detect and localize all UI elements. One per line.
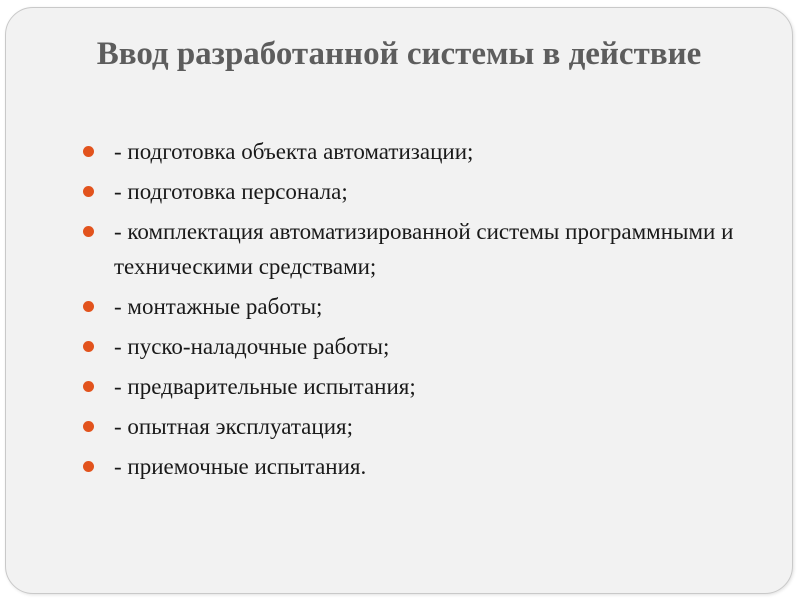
- bullet-dot-icon: [83, 301, 94, 312]
- bullet-dot-icon: [83, 146, 94, 157]
- list-item-text: - опытная эксплуатация;: [114, 414, 353, 439]
- list-item-text: - комплектация автоматизированной системы программными и техническими средствами;: [114, 219, 734, 279]
- list-item-text: - приемочные испытания.: [114, 454, 367, 479]
- list-item-text: - подготовка объекта автоматизации;: [114, 139, 474, 164]
- list-item: [81, 329, 761, 364]
- list-item: [81, 174, 761, 209]
- list-item: [81, 289, 761, 324]
- list-item: [81, 214, 761, 284]
- bullet-dot-icon: [83, 421, 94, 432]
- bullet-dot-icon: [83, 341, 94, 352]
- list-item: [81, 134, 761, 169]
- bullet-dot-icon: [83, 461, 94, 472]
- bullet-dot-icon: [83, 381, 94, 392]
- list-item-text: - предварительные испытания;: [114, 374, 416, 399]
- slide-title: Ввод разработанной системы в действие: [96, 36, 702, 72]
- bullet-dot-icon: [83, 186, 94, 197]
- list-item-text: - монтажные работы;: [114, 294, 323, 319]
- bullet-list: [81, 134, 761, 489]
- bullet-dot-icon: [83, 226, 94, 237]
- slide-frame: [5, 7, 793, 594]
- list-item-text: - пуско-наладочные работы;: [114, 334, 390, 359]
- list-item: [81, 369, 761, 404]
- list-item: [81, 409, 761, 444]
- list-item: [81, 449, 761, 484]
- list-item-text: - подготовка персонала;: [114, 179, 348, 204]
